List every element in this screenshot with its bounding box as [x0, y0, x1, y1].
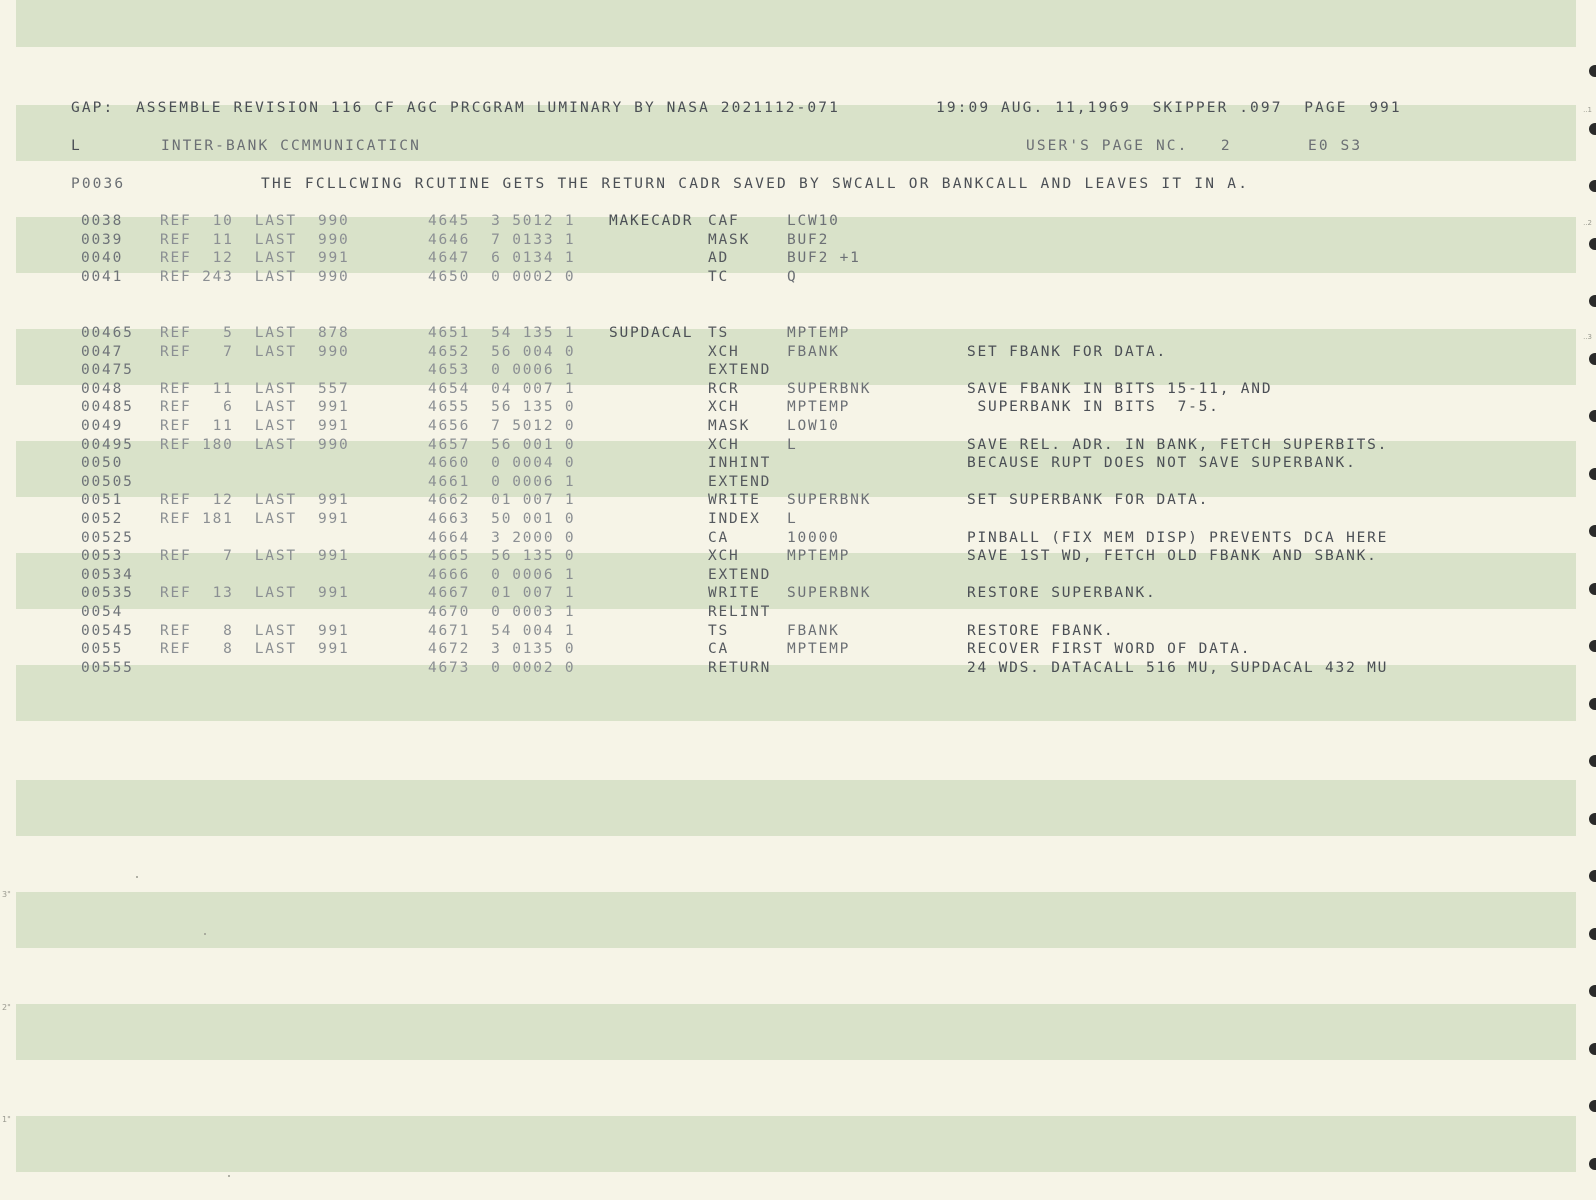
opcode: XCH — [708, 548, 740, 565]
feed-hole — [1589, 295, 1596, 307]
margin-mark-2: ..2 — [1583, 219, 1592, 227]
operand: MPTEMP — [787, 548, 851, 565]
ref-info: REF 11 LAST 991 — [160, 418, 350, 434]
address-code: 4673 0 0002 0 — [428, 659, 576, 676]
opcode: EXTEND — [708, 473, 772, 490]
line-number: 0039 — [81, 231, 124, 248]
ref-info: REF 8 LAST 991 — [160, 622, 350, 639]
operand: MPTEMP — [787, 399, 851, 416]
address-code: 4667 01 007 1 — [428, 585, 576, 602]
comment: BECAUSE RUPT DOES NOT SAVE SUPERBANK. — [967, 455, 1357, 472]
comment: SET SUPERBANK FOR DATA. — [967, 492, 1210, 509]
comment: RESTORE SUPERBANK. — [967, 585, 1157, 602]
operand: FBANK — [787, 622, 840, 639]
ref-info: REF 13 LAST 991 — [160, 585, 350, 602]
operand: BUF2 +1 — [787, 250, 861, 267]
address-code: 4663 50 001 0 — [428, 511, 576, 527]
listing-row — [0, 622, 1596, 641]
operand: SUPERBNK — [787, 585, 872, 602]
operand: LOW10 — [787, 418, 840, 434]
feed-hole — [1589, 65, 1596, 77]
timestamp-page-line: 19:09 AUG. 11,1969 SKIPPER .097 PAGE 991 — [936, 100, 1402, 116]
address-code: 4672 3 0135 0 — [428, 641, 576, 658]
feed-hole — [1589, 1158, 1596, 1170]
feed-hole — [1589, 180, 1596, 192]
opcode: RELINT — [708, 604, 772, 620]
listing-row — [0, 398, 1596, 417]
feed-hole — [1589, 985, 1596, 997]
ref-info: REF 180 LAST 990 — [160, 436, 350, 453]
opcode: MASK — [708, 418, 751, 434]
feed-hole — [1589, 1100, 1596, 1112]
line-number: 0051 — [81, 492, 124, 509]
section-title: INTER-BANK CCMMUNICATICN — [161, 138, 421, 154]
line-number: 00495 — [81, 436, 134, 453]
paper-band — [16, 780, 1576, 836]
comment: SET FBANK FOR DATA. — [967, 343, 1168, 360]
listing-row — [0, 454, 1596, 473]
feed-hole — [1589, 123, 1596, 135]
address-code: 4651 54 135 1 — [428, 325, 576, 341]
user-page-label: USER'S PAGE NC. 2 — [1026, 138, 1232, 154]
opcode: RETURN — [708, 659, 772, 676]
ref-info: REF 11 LAST 990 — [160, 231, 350, 248]
listing-row — [0, 343, 1596, 362]
log-marker: L — [71, 138, 82, 154]
address-code: 4666 0 0006 1 — [428, 566, 576, 583]
line-number: 0054 — [81, 604, 124, 620]
operand: MPTEMP — [787, 641, 851, 658]
ruler-mark-2in: 2" — [2, 1003, 11, 1012]
listing-row — [0, 529, 1596, 548]
feed-hole — [1589, 698, 1596, 710]
comment: SAVE 1ST WD, FETCH OLD FBANK AND SBANK. — [967, 548, 1378, 565]
line-number: 00535 — [81, 585, 134, 602]
listing-row — [0, 249, 1596, 268]
paper-speck — [136, 876, 138, 878]
margin-mark-1: ..1 — [1583, 106, 1592, 114]
line-number: 00545 — [81, 622, 134, 639]
line-number: 0048 — [81, 380, 124, 397]
ref-info: REF 181 LAST 991 — [160, 511, 350, 527]
operand: L — [787, 436, 798, 453]
address-code: 4655 56 135 0 — [428, 399, 576, 416]
ref-info: REF 8 LAST 991 — [160, 641, 350, 658]
opcode: INHINT — [708, 455, 772, 472]
comment: 24 WDS. DATACALL 516 MU, SUPDACAL 432 MU — [967, 659, 1389, 676]
ruler-mark-3in: 3" — [2, 890, 11, 899]
opcode: TS — [708, 622, 730, 639]
listing-row — [0, 603, 1596, 622]
line-number: 0050 — [81, 455, 124, 472]
address-code: 4645 3 5012 1 — [428, 213, 576, 229]
line-number: 00475 — [81, 362, 134, 379]
ref-info: REF 12 LAST 991 — [160, 492, 350, 509]
listing-row — [0, 361, 1596, 380]
feed-hole — [1589, 755, 1596, 767]
address-code: 4664 3 2000 0 — [428, 529, 576, 546]
line-number: 00465 — [81, 325, 134, 341]
feed-hole — [1589, 813, 1596, 825]
address-code: 4671 54 004 1 — [428, 622, 576, 639]
operand: LCW10 — [787, 213, 840, 229]
line-number: 00525 — [81, 529, 134, 546]
listing-row — [0, 659, 1596, 678]
feed-hole — [1589, 870, 1596, 882]
line-number: 0052 — [81, 511, 124, 527]
opcode: EXTEND — [708, 362, 772, 379]
ruler-mark-1in: 1" — [2, 1115, 11, 1124]
line-number: 00555 — [81, 659, 134, 676]
paper-speck — [204, 933, 206, 935]
address-code: 4660 0 0004 0 — [428, 455, 576, 472]
ref-info: REF 7 LAST 990 — [160, 343, 350, 360]
opcode: CA — [708, 529, 730, 546]
feed-hole — [1589, 928, 1596, 940]
comment: RECOVER FIRST WORD OF DATA. — [967, 641, 1252, 658]
ref-info: REF 6 LAST 991 — [160, 399, 350, 416]
opcode: WRITE — [708, 492, 761, 509]
opcode: AD — [708, 250, 730, 267]
operand: L — [787, 511, 798, 527]
eo-marker: E0 S3 — [1308, 138, 1363, 154]
listing-row — [0, 510, 1596, 529]
opcode: CAF — [708, 213, 740, 229]
opcode: XCH — [708, 436, 740, 453]
listing-row — [0, 380, 1596, 399]
line-number: 0055 — [81, 641, 124, 658]
opcode: WRITE — [708, 585, 761, 602]
line-number: 0040 — [81, 250, 124, 267]
ref-info: REF 7 LAST 991 — [160, 548, 350, 565]
comment: SAVE REL. ADR. IN BANK, FETCH SUPERBITS. — [967, 436, 1389, 453]
address-code: 4661 0 0006 1 — [428, 473, 576, 490]
opcode: XCH — [708, 399, 740, 416]
listing-row — [0, 324, 1596, 343]
opcode: XCH — [708, 343, 740, 360]
comment: SUPERBANK IN BITS 7-5. — [967, 399, 1220, 416]
address-code: 4657 56 001 0 — [428, 436, 576, 453]
ref-info: REF 5 LAST 878 — [160, 325, 350, 341]
intro-comment: THE FCLLCWING RCUTINE GETS THE RETURN CADR SAVED BY SWCALL OR BANKCALL AND LEAVES IT IN A. — [261, 176, 1250, 192]
line-number: 0053 — [81, 548, 124, 565]
address-code: 4665 56 135 0 — [428, 548, 576, 565]
opcode: CA — [708, 641, 730, 658]
address-code: 4662 01 007 1 — [428, 492, 576, 509]
comment: PINBALL (FIX MEM DISP) PREVENTS DCA HERE — [967, 529, 1389, 546]
opcode: RCR — [708, 380, 740, 397]
listing-row — [0, 268, 1596, 287]
label: MAKECADR — [609, 213, 694, 229]
listing-row — [0, 473, 1596, 492]
line-number: 0049 — [81, 418, 124, 434]
opcode: EXTEND — [708, 566, 772, 583]
page-title: GAP: ASSEMBLE REVISION 116 CF AGC PRCGRAM LUMINARY BY NASA 2021112-071 — [71, 100, 840, 116]
opcode: TC — [708, 268, 730, 285]
listing-row — [0, 212, 1596, 231]
ref-info: REF 11 LAST 557 — [160, 380, 350, 397]
paper-band — [16, 892, 1576, 948]
address-code: 4650 0 0002 0 — [428, 268, 576, 285]
paper-band — [16, 1004, 1576, 1060]
operand: MPTEMP — [787, 325, 851, 341]
line-number: 00505 — [81, 473, 134, 490]
feed-hole — [1589, 1043, 1596, 1055]
listing-row — [0, 417, 1596, 436]
margin-mark-3: ..3 — [1583, 333, 1592, 341]
opcode: INDEX — [708, 511, 761, 527]
operand: BUF2 — [787, 231, 830, 248]
operand: Q — [787, 268, 798, 285]
address-code: 4646 7 0133 1 — [428, 231, 576, 248]
operand: 10000 — [787, 529, 840, 546]
address-code: 4654 04 007 1 — [428, 380, 576, 397]
address-code: 4656 7 5012 0 — [428, 418, 576, 434]
line-number: 00485 — [81, 399, 134, 416]
line-number: 0041 — [81, 268, 124, 285]
operand: SUPERBNK — [787, 380, 872, 397]
operand: SUPERBNK — [787, 492, 872, 509]
paper-speck — [228, 1175, 230, 1177]
comment: RESTORE FBANK. — [967, 622, 1115, 639]
line-number: 0038 — [81, 213, 124, 229]
intro-line-number: P0036 — [71, 176, 126, 192]
listing-row — [0, 436, 1596, 455]
listing-row — [0, 584, 1596, 603]
address-code: 4670 0 0003 1 — [428, 604, 576, 620]
opcode: TS — [708, 325, 730, 341]
ref-info: REF 243 LAST 990 — [160, 268, 350, 285]
comment: SAVE FBANK IN BITS 15-11, AND — [967, 380, 1273, 397]
address-code: 4647 6 0134 1 — [428, 250, 576, 267]
listing-row — [0, 640, 1596, 659]
operand: FBANK — [787, 343, 840, 360]
label: SUPDACAL — [609, 325, 694, 341]
line-number: 0047 — [81, 343, 124, 360]
ref-info: REF 12 LAST 991 — [160, 250, 350, 267]
paper-band — [16, 0, 1576, 47]
listing-row — [0, 231, 1596, 250]
listing-row — [0, 491, 1596, 510]
listing-row — [0, 566, 1596, 585]
ref-info: REF 10 LAST 990 — [160, 213, 350, 229]
line-number: 00534 — [81, 566, 134, 583]
listing-row — [0, 547, 1596, 566]
address-code: 4652 56 004 0 — [428, 343, 576, 360]
opcode: MASK — [708, 231, 751, 248]
address-code: 4653 0 0006 1 — [428, 362, 576, 379]
paper-band — [16, 1116, 1576, 1172]
